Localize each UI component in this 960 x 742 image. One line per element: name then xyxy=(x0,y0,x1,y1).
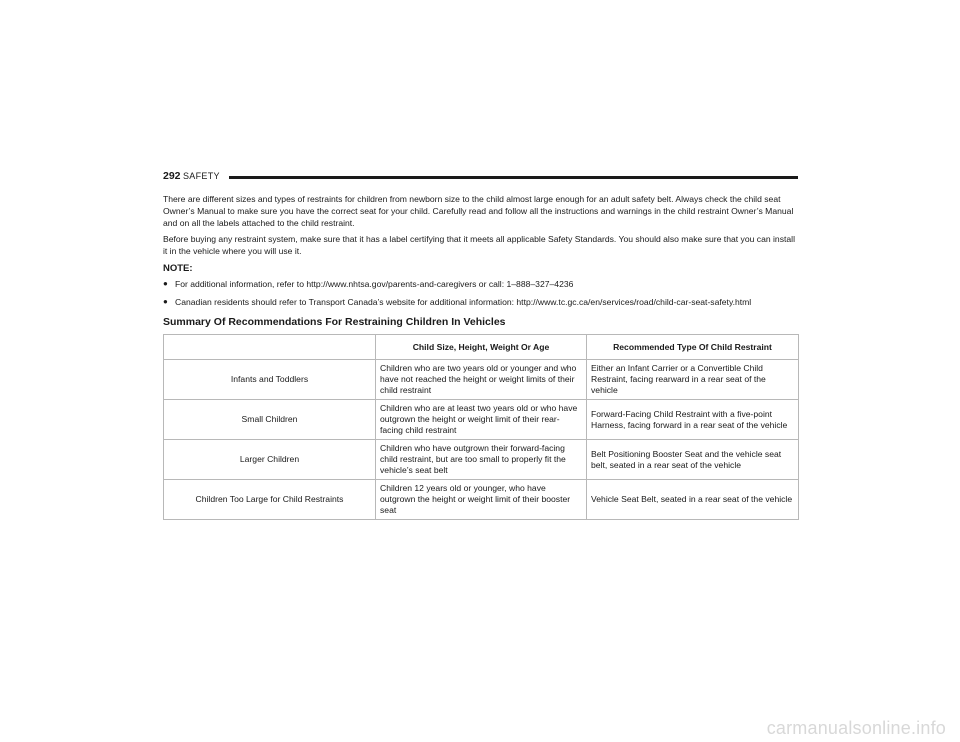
size-cell: Children who have outgrown their forward-facing child restraint, but are too small to properly fit the vehicle’s seat belt xyxy=(376,440,587,480)
header-cell-restraint: Recommended Type Of Child Restraint xyxy=(587,335,799,360)
size-cell: Children who are two years old or younger and who have not reached the height or weight limits of their child restraint xyxy=(376,360,587,400)
bullet-icon: ● xyxy=(163,297,168,306)
group-cell: Small Children xyxy=(164,400,376,440)
header-rule xyxy=(229,176,798,179)
list-item xyxy=(163,296,800,308)
section-title: SAFETY xyxy=(183,171,220,181)
bullet-icon: ● xyxy=(163,279,168,288)
size-cell: Children who are at least two years old or who have outgrown the height or weight limit of their rear-facing child restraint xyxy=(376,400,587,440)
buying-paragraph: Before buying any restraint system, make sure that it has a label certifying that it meets all applicable Safety Standards. You should also make sure that you can install it in the vehicle where you will use it. xyxy=(163,234,795,256)
bullet-text: Canadian residents should refer to Transport Canada’s website for additional information: http://www.tc.gc.ca/en/services/road/child-car-seat-safety.html xyxy=(175,297,752,307)
table-row xyxy=(164,400,799,440)
restraint-cell: Either an Infant Carrier or a Convertible Child Restraint, facing rearward in a rear seat of the vehicle xyxy=(587,360,799,400)
page-content xyxy=(163,193,800,520)
restraint-cell: Belt Positioning Booster Seat and the vehicle seat belt, seated in a rear seat of the vehicle xyxy=(587,440,799,480)
group-cell: Children Too Large for Child Restraints xyxy=(164,480,376,520)
note-label: NOTE: xyxy=(163,263,193,274)
header-cell-size: Child Size, Height, Weight Or Age xyxy=(376,335,587,360)
table-row xyxy=(164,360,799,400)
table-title: Summary Of Recommendations For Restraining Children In Vehicles xyxy=(163,316,506,328)
table-row xyxy=(164,480,799,520)
table-row xyxy=(164,440,799,480)
group-cell: Infants and Toddlers xyxy=(164,360,376,400)
size-cell: Children 12 years old or younger, who have outgrown the height or weight limit of their booster seat xyxy=(376,480,587,520)
page-header xyxy=(163,170,798,186)
bullet-text: For additional information, refer to http://www.nhtsa.gov/parents-and-caregivers or call: 1–888–327–4236 xyxy=(175,279,574,289)
list-item xyxy=(163,278,800,290)
recommendations-table xyxy=(163,334,799,520)
header-cell-empty xyxy=(164,335,376,360)
table-header-row xyxy=(164,335,799,360)
group-cell: Larger Children xyxy=(164,440,376,480)
watermark: carmanualsonline.info xyxy=(766,718,946,738)
restraint-cell: Forward-Facing Child Restraint with a five-point Harness, facing forward in a rear seat of the vehicle xyxy=(587,400,799,440)
page-number: 292 xyxy=(163,170,181,182)
restraint-cell: Vehicle Seat Belt, seated in a rear seat of the vehicle xyxy=(587,480,799,520)
intro-paragraph: There are different sizes and types of restraints for children from newborn size to the child almost large enough for an adult safety belt. Always check the child seat Owner’s Manual to make sure you have the correct seat for your child. Carefully read and follow all the instructions and warnings in the child restraint Owner’s Manual and on all the labels attached to the child restraint. xyxy=(163,194,794,228)
